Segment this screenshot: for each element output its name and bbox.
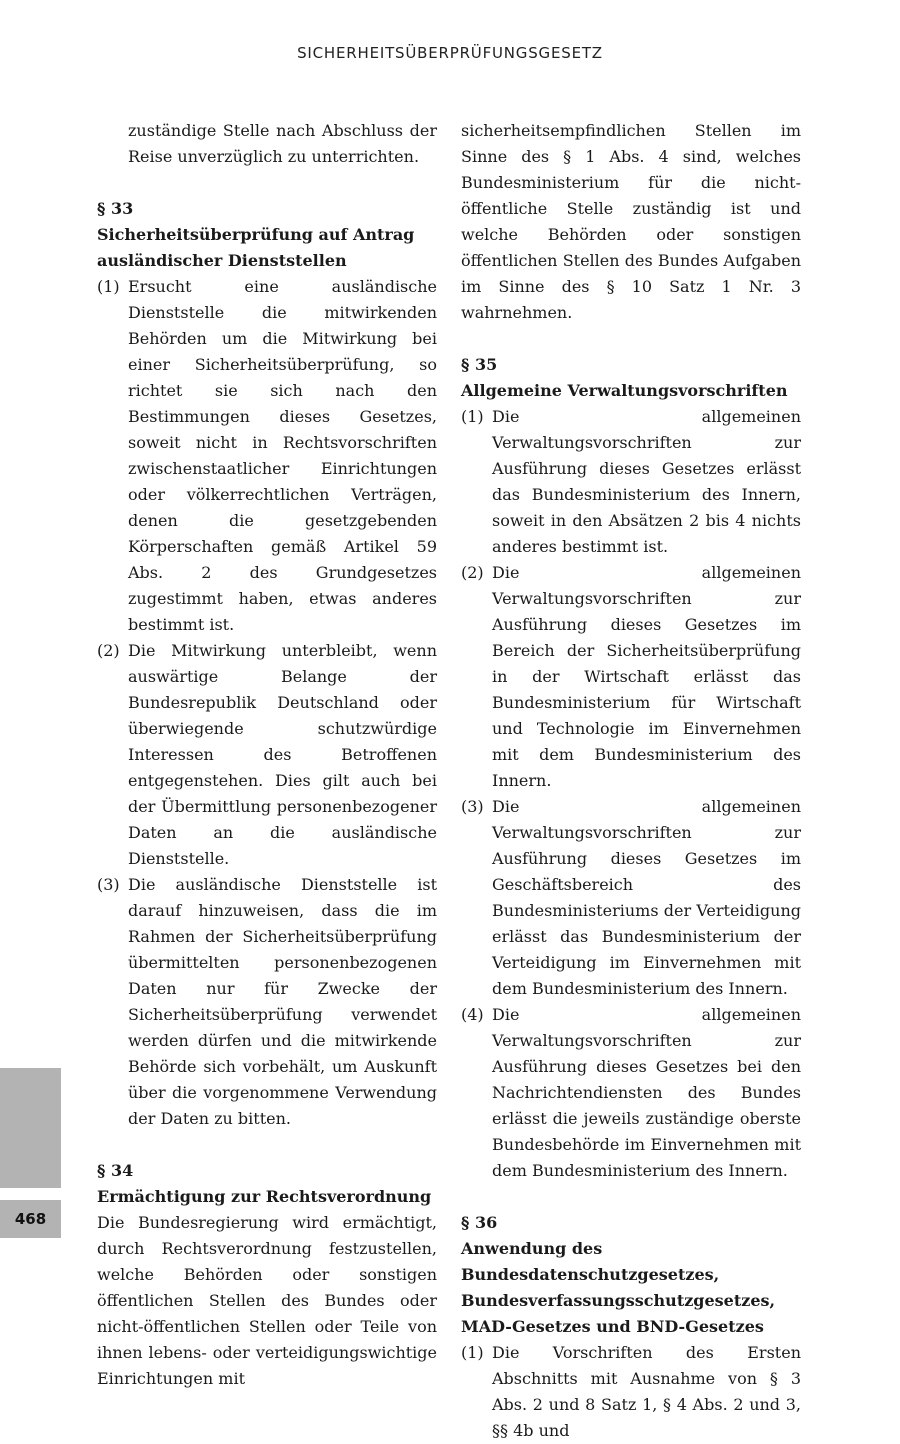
- left-column: [97, 118, 437, 1392]
- paragraph-label: (2): [461, 563, 484, 582]
- section-35-paragraph-4: [461, 1002, 801, 1184]
- margin-tab: [0, 1068, 61, 1188]
- section-35-paragraph-2: [461, 560, 801, 794]
- section-35-number: § 35: [461, 355, 498, 374]
- paragraph-text: Die Vorschriften des Ersten Abschnitts mit Ausnahme von § 3 Abs. 2 und 8 Satz 1, § 4 Abs. 2 und 3, §§ 4b und: [492, 1343, 801, 1440]
- section-35-paragraph-3: [461, 794, 801, 1002]
- paragraph-label: (4): [461, 1005, 484, 1024]
- section-35-title: Allgemeine Verwaltungsvorschriften: [461, 381, 788, 400]
- paragraph-text: Ersucht eine ausländische Dienststelle die mitwirkenden Behörden um die Mitwirkung bei einer Sicherheitsüberprüfung, so richtet sie sich nach den Bestimmungen dieses Gesetzes, soweit nicht in Rechtsvorschriften zwischenstaatlicher Einrichtungen oder völkerrechtlichen Verträgen, denen die gesetzgebenden Körperschaften gemäß Artikel 59 Abs. 2 des Grundgesetzes zugestimmt haben, etwas anderes bestimmt ist.: [128, 277, 437, 634]
- paragraph-label: (2): [97, 641, 120, 660]
- section-33-paragraph-2: [97, 638, 437, 872]
- paragraph-text: Die Mitwirkung unterbleibt, wenn auswärtige Belange der Bundesrepublik Deutschland oder überwiegende schutzwürdige Interessen des Betroffenen entgegenstehen. Dies gilt auch bei der Übermittlung personenbezogener Daten an die ausländische Dienststelle.: [128, 641, 437, 868]
- page-number: 468: [0, 1200, 61, 1238]
- section-33-paragraph-1: [97, 274, 437, 638]
- paragraph-label: (1): [97, 277, 120, 296]
- paragraph-label: (1): [461, 407, 484, 426]
- paragraph-label: (3): [461, 797, 484, 816]
- section-34-number: § 34: [97, 1161, 134, 1180]
- section-35-paragraph-1: [461, 404, 801, 560]
- section-33-paragraph-3: [97, 872, 437, 1132]
- continued-text: zuständige Stelle nach Abschluss der Reise unverzüglich zu unterrichten.: [128, 121, 437, 166]
- section-34-continued-text: sicherheitsempfindlichen Stellen im Sinne des § 1 Abs. 4 sind, welches Bundesministerium für die nicht-öffentliche Stelle zuständig ist und welche Behörden oder sonstigen öffentlichen Stellen des Bundes Aufgaben im Sinne des § 10 Satz 1 Nr. 3 wahrnehmen.: [461, 121, 801, 322]
- paragraph-text: Die allgemeinen Verwaltungsvorschriften zur Ausführung dieses Gesetzes bei den Nachrichtendiensten des Bundes erlässt die jeweils zuständige oberste Bundesbehörde im Einvernehmen mit dem Bundesministerium des Innern.: [492, 1005, 801, 1180]
- section-36-paragraph-1: [461, 1340, 801, 1444]
- section-33-title: Sicherheitsüberprüfung auf Antrag ausländischer Dienststellen: [97, 225, 415, 270]
- section-33-number: § 33: [97, 199, 134, 218]
- section-36-title: Anwendung des Bundesdatenschutzgesetzes, Bundesverfassungsschutzgesetzes, MAD-Gesetzes und BND-Gesetzes: [461, 1239, 776, 1336]
- paragraph-text: Die allgemeinen Verwaltungsvorschriften zur Ausführung dieses Gesetzes im Bereich der Sicherheitsüberprüfung in der Wirtschaft erlässt das Bundesministerium für Wirtschaft und Technologie im Einvernehmen mit dem Bundesministerium des Innern.: [492, 563, 801, 790]
- paragraph-text: Die ausländische Dienststelle ist darauf hinzuweisen, dass die im Rahmen der Sicherheitsüberprüfung übermittelten personenbezogenen Daten nur für Zwecke der Sicherheitsüberprüfung verwendet werden dürfen und die mitwirkende Behörde sich vorbehält, um Auskunft über die vorgenommene Verwendung der Daten zu bitten.: [128, 875, 437, 1128]
- paragraph-text: Die allgemeinen Verwaltungsvorschriften zur Ausführung dieses Gesetzes im Geschäftsbereich des Bundesministeriums der Verteidigung erlässt das Bundesministerium der Verteidigung im Einvernehmen mit dem Bundesministerium des Innern.: [492, 797, 801, 998]
- paragraph-label: (1): [461, 1343, 484, 1362]
- section-34-text: Die Bundesregierung wird ermächtigt, durch Rechtsverordnung festzustellen, welche Behörden oder sonstigen öffentlichen Stellen des Bundes oder nicht-öffentlichen Stellen oder Teile von ihnen lebens- oder verteidigungswichtige Einrichtungen mit: [97, 1213, 437, 1388]
- section-34-title: Ermächtigung zur Rechtsverordnung: [97, 1187, 432, 1206]
- paragraph-text: Die allgemeinen Verwaltungsvorschriften zur Ausführung dieses Gesetzes erlässt das Bundesministerium des Innern, soweit in den Absätzen 2 bis 4 nichts anderes bestimmt ist.: [492, 407, 801, 556]
- running-header: SICHERHEITSÜBERPRÜFUNGSGESETZ: [297, 44, 603, 62]
- right-column: [461, 118, 801, 1444]
- paragraph-label: (3): [97, 875, 120, 894]
- section-36-number: § 36: [461, 1213, 498, 1232]
